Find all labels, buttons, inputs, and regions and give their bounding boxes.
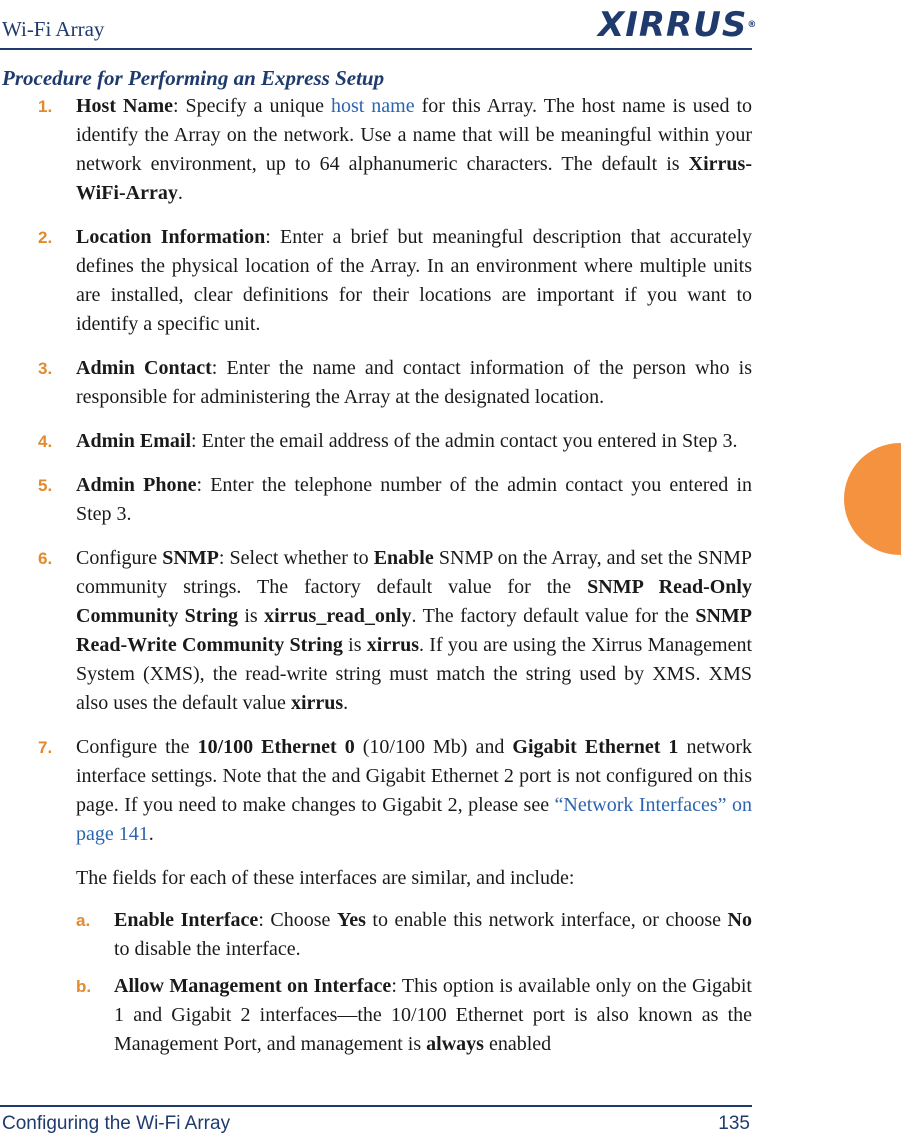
field-number: a. [76,911,91,930]
body-text: : Select whether to [218,547,374,569]
bold-term: SNMP [162,547,219,569]
body-text: : Enter the telephone number of the admin contact you entered in Step 3. [76,474,753,525]
bold-term: Xirrus-WiFi-Array [76,153,752,204]
bold-term: Host Name [76,95,173,117]
step-number: 2. [38,228,53,247]
body-text: : This option is available only on the Gigabit 1 and Gigabit 2 interfaces—the 10/100 Ethernet port is also known as the Management Port, and management is [114,975,752,1055]
body-text: : Specify a unique [172,95,331,117]
body-text: . [343,692,349,714]
page-number: 135 [718,1113,750,1134]
bold-term: No [727,909,752,931]
body-text: : Enter the name and contact information of the person who is responsible for administering the Array at the designated location. [76,357,752,408]
body-text: : Choose [258,909,337,931]
body-text: enabled [483,1033,552,1055]
step-number: 5. [38,476,53,495]
field-number: b. [76,977,92,996]
chapter-tab-marker [844,443,901,555]
step-number: 1. [38,97,53,116]
step-item [0,427,752,456]
body-text: for this Array. The host name is used to identify the Array on the network. Use a name that will be meaningful within your network environment, up to 64 alphanumeric characters. The default is [76,95,752,175]
step-item [0,733,752,849]
bold-term: xirrus [366,634,419,656]
body-text: . The factory default value for the [411,605,696,627]
fields-intro: The fields for each of these interfaces are similar, and include: [76,867,575,889]
bold-term: always [426,1033,484,1055]
page-header-title: Wi-Fi Array [2,17,105,41]
step-number: 4. [38,432,53,451]
bold-term: Admin Phone [76,474,197,496]
bold-term: xirrus_read_only [264,605,412,627]
body-text: : Enter the email address of the admin contact you entered in Step 3. [191,430,738,452]
logo-text: XIRRUS [598,5,748,45]
section-heading: Procedure for Performing an Express Setup [2,66,385,90]
step-item [0,92,752,208]
body-text: network interface settings. Note that the and Gigabit Ethernet 2 port is not configured on this page. If you need to make changes to Gigabit 2, please see [76,736,753,816]
body-text: . [148,823,154,845]
bold-term: Admin Contact [76,357,212,379]
step-item [0,354,752,412]
bold-term: 10/100 Ethernet 0 [197,736,355,758]
step-number: 6. [38,549,53,568]
body-text: SNMP on the Array, and set the SNMP community strings. The factory default value for the [76,547,752,598]
body-text: : Enter a brief but meaningful description that accurately defines the physical location of the Array. In an environment where multiple units are installed, clear definitions for their locations are important if you want to identify a specific unit. [76,226,753,335]
footer-chapter-title: Configuring the Wi-Fi Array [2,1113,231,1134]
step-item [0,223,752,339]
cross-reference-link[interactable]: host name [330,95,415,117]
logo-registered-mark: ® [747,20,758,30]
footer-rule [0,1105,752,1107]
field-item [0,906,752,964]
procedure-steps-list [0,92,752,849]
interface-fields-list [0,906,752,1059]
step-item [0,471,752,529]
body-text: . If you are using the Xirrus Management System (XMS), the read-write string must match the string used by XMS. XMS also uses the default value [76,634,753,714]
field-item [0,972,752,1059]
bold-term: SNMP Read-Only Community String [76,576,752,627]
procedure-content [0,92,752,1067]
step-number: 7. [38,738,53,757]
bold-term: SNMP Read-Write Community String [76,605,752,656]
body-text: (10/100 Mb) and [354,736,513,758]
bold-term: Location Information [76,226,266,248]
bold-term: Yes [336,909,366,931]
bold-term: Admin Email [76,430,192,452]
body-text: . [177,182,183,204]
bold-term: Enable [373,547,434,569]
bold-term: Gigabit Ethernet 1 [512,736,679,758]
body-text: is [237,605,265,627]
xirrus-logo [598,5,758,45]
cross-reference-link[interactable]: “Network Interfaces” on page 141 [76,794,753,845]
bold-term: xirrus [290,692,344,714]
step-number: 3. [38,359,53,378]
bold-term: Allow Management on Interface [114,975,392,997]
body-text: Configure [76,547,163,569]
header-rule [0,48,752,50]
body-text: to disable the interface. [114,938,301,960]
body-text: is [342,634,367,656]
step-item [0,544,752,718]
body-text: to enable this network interface, or choose [365,909,728,931]
bold-term: Enable Interface [114,909,259,931]
body-text: Configure the [76,736,198,758]
